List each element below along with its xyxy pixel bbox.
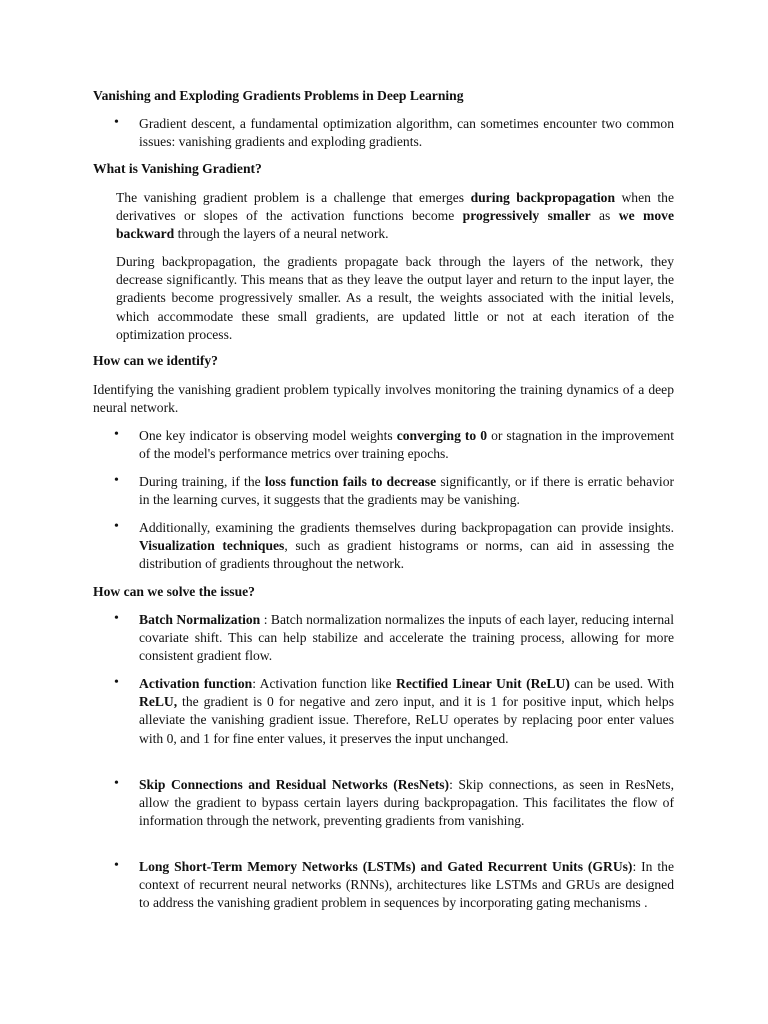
document-title: Vanishing and Exploding Gradients Problems in Deep Learning [93,88,464,103]
vanishing-heading: What is Vanishing Gradient? [93,161,262,176]
bullet-icon: • [114,427,119,442]
bullet-icon: • [114,473,119,488]
vanishing-paragraph-2: During backpropagation, the gradients propagate back through the layers of the network, they decrease significantly. This means that as they leave the output layer and return to the input layer, the gradients become progressively smaller. As a result, the weights associated with the initial levels, which accommodate these small gradients, are updated little or not at each iteration of the optimization process. [116,254,674,342]
solve-item-4: Long Short-Term Memory Networks (LSTMs) and Gated Recurrent Units (GRUs): In the context of recurrent neural networks (RNNs), architectures like LSTMs and GRUs are designed to address the vanishing gradient problem in sequences by incorporating gating mechanisms . [139,859,674,911]
solve-item-2: Activation function: Activation function like Rectified Linear Unit (ReLU) can be used. With ReLU, the gradient is 0 for negative and zero input, and it is 1 for positive input, which helps alleviate the vanishing gradient issue. Therefore, ReLU operates by replacing poor enter values with 0, and 1 for fine enter values, it preserves the input unchanged. [139,676,674,746]
solve-item-1: Batch Normalization : Batch normalization normalizes the inputs of each layer, reducing internal covariate shift. This can help stabilize and accelerate the training process, allowing for more consistent gradient flow. [139,612,674,664]
bullet-icon: • [114,675,119,690]
identify-heading: How can we identify? [93,353,218,368]
identify-item-2: During training, if the loss function fails to decrease significantly, or if there is erratic behavior in the learning curves, it suggests that the gradients may be vanishing. [139,474,675,508]
bullet-icon: • [114,519,119,534]
identify-intro: Identifying the vanishing gradient problem typically involves monitoring the training dynamics of a deep neural network. [93,382,674,416]
identify-item-1: One key indicator is observing model weights converging to 0 or stagnation in the improvement of the model's performance metrics over training epochs. [139,428,675,462]
intro-bullet: Gradient descent, a fundamental optimization algorithm, can sometimes encounter two common issues: vanishing gradients and exploding gradients. [139,116,674,150]
bullet-icon: • [114,115,119,130]
solve-heading: How can we solve the issue? [93,584,255,599]
identify-item-3: Additionally, examining the gradients themselves during backpropagation can provide insights. Visualization techniques, such as gradient histograms or norms, can aid in assessing the distribution of gradients throughout the network. [139,520,674,572]
bullet-icon: • [114,858,119,873]
bullet-icon: • [114,611,119,626]
solve-item-3: Skip Connections and Residual Networks (ResNets): Skip connections, as seen in ResNets, allow the gradient to bypass certain layers during backpropagation. This facilitates the flow of information through the network, preventing gradients from vanishing. [139,777,674,829]
bullet-icon: • [114,776,119,791]
vanishing-paragraph-1: The vanishing gradient problem is a challenge that emerges during backpropagation when the derivatives or slopes of the activation functions become progressively smaller as we move backward through the layers of a neural network. [116,190,674,242]
